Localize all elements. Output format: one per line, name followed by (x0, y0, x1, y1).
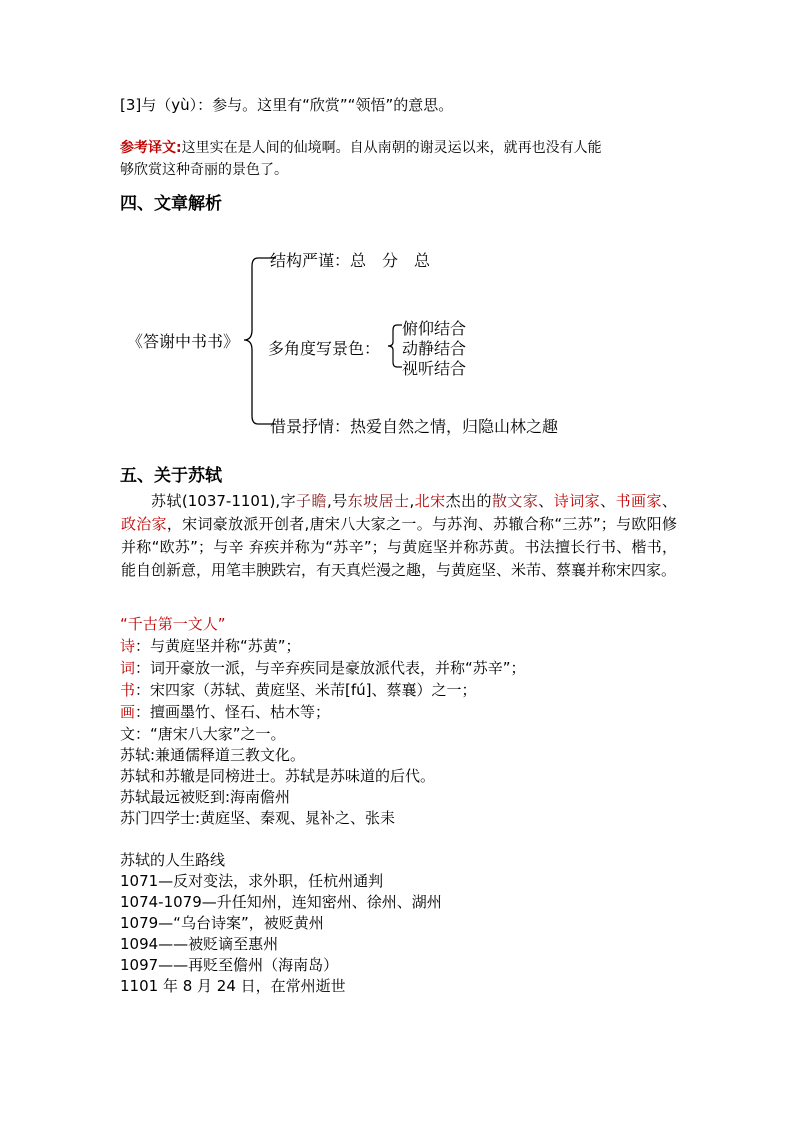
mindmap-branch-scenery: 多角度写景色： (268, 339, 381, 358)
translation-label: 参考译文: (120, 140, 182, 156)
title-item-calligraphy (120, 680, 477, 701)
section-4-title: 四、文章解析 (120, 194, 222, 214)
translation-line-2: 够欣赏这种奇丽的景色了。 (120, 162, 288, 178)
life-route-item: 1094——被贬谪至惠州 (120, 935, 279, 953)
section-5-title: 五、关于苏轼 (120, 466, 222, 486)
title-text: ：擅画墨竹、怪石、枯木等； (135, 703, 331, 721)
title-label: 书 (120, 681, 136, 699)
bio-role-statesman: 政治家 (121, 515, 167, 533)
mindmap-sub-1: 俯仰结合 (402, 319, 467, 338)
title-text: ：词开豪放一派，与辛弃疾同是豪放派代表，并称“苏辛”； (135, 659, 526, 677)
mindmap-center: 《答谢中书书》 (127, 332, 240, 351)
title-item-poetry (120, 636, 301, 657)
mindmap-sub-3: 视听结合 (402, 359, 467, 378)
bio-pen-name: 东坡居士 (347, 492, 410, 510)
fact-4: 苏门四学士:黄庭坚、秦观、晁补之、张耒 (120, 809, 396, 827)
titles-heading: “千古第一文人” (120, 615, 226, 633)
bio-text-4: 杰出的 (445, 492, 492, 510)
mindmap-branch-emotion: 借景抒情：热爱自然之情，归隐山林之趣 (270, 417, 559, 436)
title-item-ci (120, 658, 526, 679)
bio-text-3: , (409, 492, 415, 510)
fact-1: 苏轼:兼通儒释道三教文化。 (120, 746, 306, 764)
life-route-item: 1101 年 8 月 24 日，在常州逝世 (120, 977, 346, 995)
title-label: 诗 (120, 637, 136, 655)
bio-courtesy-name: 子瞻 (296, 492, 327, 510)
life-route-item: 1071—反对变法，求外职，任杭州通判 (120, 872, 384, 890)
bio-sep-2: 、 (600, 492, 616, 510)
mindmap-sub-2: 动静结合 (402, 339, 467, 358)
title-item-painting (120, 702, 330, 723)
bio-text-2: ,号 (326, 492, 348, 510)
bio-dynasty: 北宋 (414, 492, 446, 510)
bio-role-prose: 散文家 (491, 492, 539, 510)
title-label: 画 (120, 703, 136, 721)
translation-text-1: 这里实在是人间的仙境啊。自从南朝的谢灵运以来，就再也没有人能 (181, 140, 602, 156)
life-route-item: 1074-1079—升任知州，连知密州、徐州、湖州 (120, 893, 442, 911)
note-3: [3]与（yù）：参与。这里有“欣赏”“领悟”的意思。 (120, 96, 454, 114)
mindmap-brackets (0, 0, 794, 460)
bio-role-poet: 诗词家 (553, 492, 601, 510)
title-item-prose: 文：“唐宋八大家”之一。 (120, 725, 286, 743)
mindmap-branch-structure: 结构严谨：总 分 总 (270, 251, 431, 270)
bio-text-5: ，宋词豪放派开创者,唐宋八大家之一。与苏洵、苏辙合称“三苏”；与欧阳修并称“欧苏”；与辛 弃疾并称为“苏辛”；与黄庭坚并称苏黄。书法擅长行书、楷书，能自创新意，用笔丰腴跌宕，有天真烂漫之趣，与黄庭坚、米芾、蔡襄并称宋四家。 (121, 515, 677, 579)
bio-sep-1: 、 (538, 492, 554, 510)
bio-sep-3: 、 (661, 492, 677, 510)
life-route-item: 1097——再贬至儋州（海南岛） (120, 956, 339, 974)
title-label: 词 (120, 659, 136, 677)
fact-2: 苏轼和苏辙是同榜进士。苏轼是苏味道的后代。 (120, 767, 436, 785)
title-text: ：宋四家（苏轼、黄庭坚、米芾[fú]、蔡襄）之一； (135, 681, 477, 699)
life-route-title: 苏轼的人生路线 (120, 851, 226, 869)
life-route-item: 1079—“乌台诗案”，被贬黄州 (120, 914, 324, 932)
fact-3: 苏轼最远被贬到:海南儋州 (120, 788, 291, 806)
bio-text-1: 苏轼(1037-1101),字 (151, 492, 297, 510)
bio-paragraph (121, 490, 677, 582)
title-text: ：与黄庭坚并称“苏黄”； (135, 637, 301, 655)
bio-role-painter: 书画家 (615, 492, 662, 510)
